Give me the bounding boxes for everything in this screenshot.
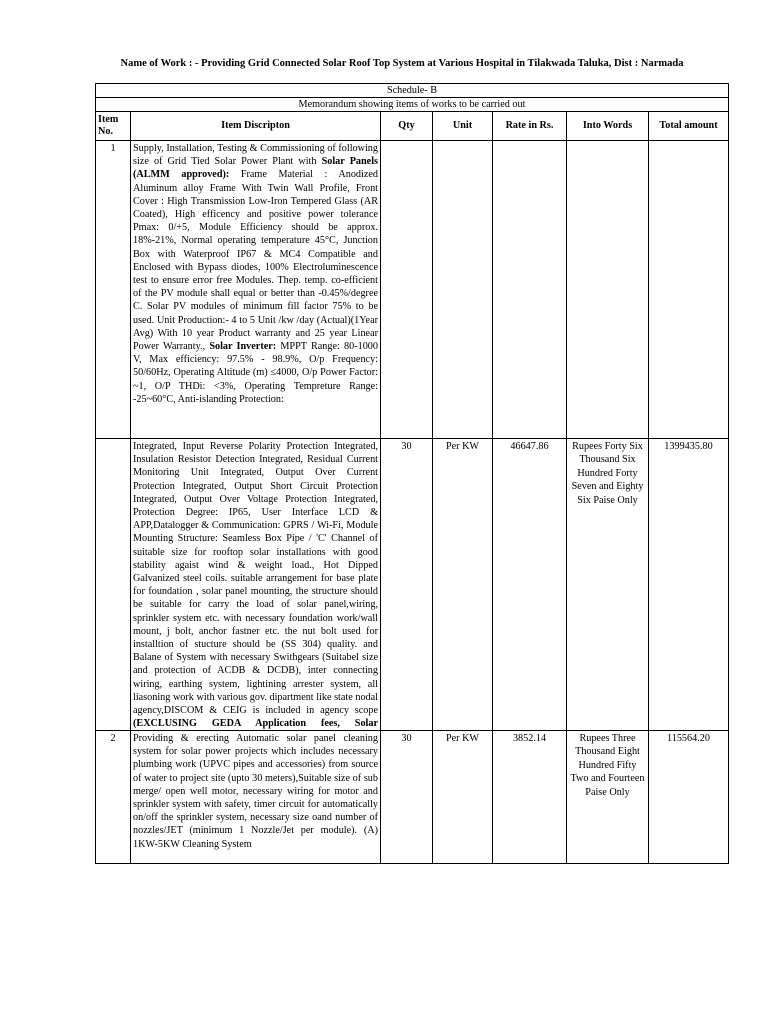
header-description: Item Discripton	[131, 112, 381, 141]
header-item-no: Item No.	[96, 112, 131, 141]
words-cell: Rupees Three Thousand Eight Hundred Fifty Two and Fourteen Paise Only	[567, 731, 649, 864]
qty-cell: 30	[381, 731, 433, 864]
header-qty: Qty	[381, 112, 433, 141]
schedule-table	[95, 83, 729, 864]
words-cell: Rupees Forty Six Thousand Six Hundred Forty Seven and Eighty Six Paise Only	[567, 439, 649, 731]
desc-bold-text: Solar Panels (ALMM approved):	[133, 156, 378, 181]
table-row	[96, 731, 729, 864]
unit-cell: Per KW	[433, 731, 493, 864]
header-unit: Unit	[433, 112, 493, 141]
desc-text: Providing & erecting Automatic solar panel cleaning system for solar power projects which includes necessary plumbing work (UPVC pipes and accessories) from source of water to project site (upto 30 meters),Suitable size of sub merge/ open well motor, necessary wiring for motor and sprinkler system with safety, timer circuit for automatically on/off the sprinkler system, necessary size oand number of nozzles/JET (minimum 1 Nozzle/Jet per module). (A) 1KW-5KW Cleaning System	[133, 733, 378, 850]
desc-bold-text: (EXCLUSING GEDA Application fees, Solar	[133, 718, 378, 730]
rate-cell: 3852.14	[493, 731, 567, 864]
desc-text: Integrated, Input Reverse Polarity Protection Integrated, Insulation Resistor Detection Integrated, Residual Current Monitoring Unit Integrated, Output Over Current Protection Integrated, Output Short Circuit Protection Integrated, Output Over Voltage Protection Integrated, Protection Degree: IP65, User Interface LCD & APP,Datalogger & Communication: GPRS / Wi-Fi, Module Mounting Structure: Seamless Box Pipe / 'C' Channel of suitable size for rooftop solar installations with good stability agaist wind & weight load., Hot Dipped Galvanized steel coils. suitable arrangement for base plate for foundation , solar panel mounting, the structure should be suitable for carry the load of solar panel,wiring, sprinkler system etc. with necessary foundation work/wall mount, j bolt, anchor fastner etc. the nut bolt used for installtion of stucture should be (SS 304) quality. and Balane of System with necessary Swithgears (Suitabel size and protection of ACDB & DCDB), inter connecting wiring, earthing system, lightining arrester system, all liasoning work with various gov. dipartment like state nodal agency,DISCOM & CEIG is included in agency scope	[133, 441, 378, 717]
total-cell	[649, 141, 729, 439]
total-cell: 115564.20	[649, 731, 729, 864]
name-of-work-title: Name of Work : - Providing Grid Connected Solar Roof Top System at Various Hospital in Tilakwada Taluka, Dist : Narmada	[120, 58, 684, 69]
table-row	[96, 439, 729, 731]
description-cell	[131, 731, 381, 864]
desc-text: Frame Material : Anodized Aluminum alloy Frame With Twin Wall Profile, Front Cover : High Transmission Low-Iron Tempered Glass (AR Coated), High efficency and positive power tolerance Pmax: 0/+5, Module Efficiency should be approx. 18%-21%, Normal operating temperature 45°C, Junction Box with Waterproof IP67 & MC4 Compatible and Enclosed with Bypass diodes, 100% Electroluminescence test to ensure error free Modules. Thep. temp. co-efficient of the PV module shall equal or better than -0.45%/degree C. Solar PV modules of minimum fill factor 75% to be used. Unit Production:- 4 to 5 Unit /kw /day (Actual)(1Year Avg) With 10 year Product warranty and 25 year Linear Power Warranty.,	[133, 169, 378, 353]
desc-bold-text: Solar Inverter:	[209, 341, 277, 353]
rate-cell	[493, 141, 567, 439]
qty-cell	[381, 141, 433, 439]
desc-text: MPPT Range: 80-1000 V, Max efficiency: 97.5% - 98.9%, O/p Frequency: 50/60Hz, Operating Altitude (m) ≤4000, O/p Power Factor: ~1, O/P THDi: <3%, Operating Tempreture Range: -25~60°C, Anti-islanding Protection:	[133, 341, 378, 405]
unit-cell	[433, 141, 493, 439]
item-no-cell	[96, 439, 131, 731]
table-row	[96, 141, 729, 439]
item-no-cell: 1	[96, 141, 131, 439]
unit-cell: Per KW	[433, 439, 493, 731]
total-cell: 1399435.80	[649, 439, 729, 731]
rate-cell: 46647.86	[493, 439, 567, 731]
description-cell	[131, 141, 381, 439]
memorandum-label: Memorandum showing items of works to be carried out	[96, 98, 729, 112]
header-row	[96, 112, 729, 141]
item-no-cell: 2	[96, 731, 131, 864]
header-words: Into Words	[567, 112, 649, 141]
header-rate: Rate in Rs.	[493, 112, 567, 141]
desc-text: Supply, Installation, Testing & Commissioning of following size of Grid Tied Solar Power Plant with	[133, 143, 378, 168]
description-cell	[131, 439, 381, 731]
header-total: Total amount	[649, 112, 729, 141]
words-cell	[567, 141, 649, 439]
qty-cell: 30	[381, 439, 433, 731]
schedule-label: Schedule- B	[96, 84, 729, 98]
